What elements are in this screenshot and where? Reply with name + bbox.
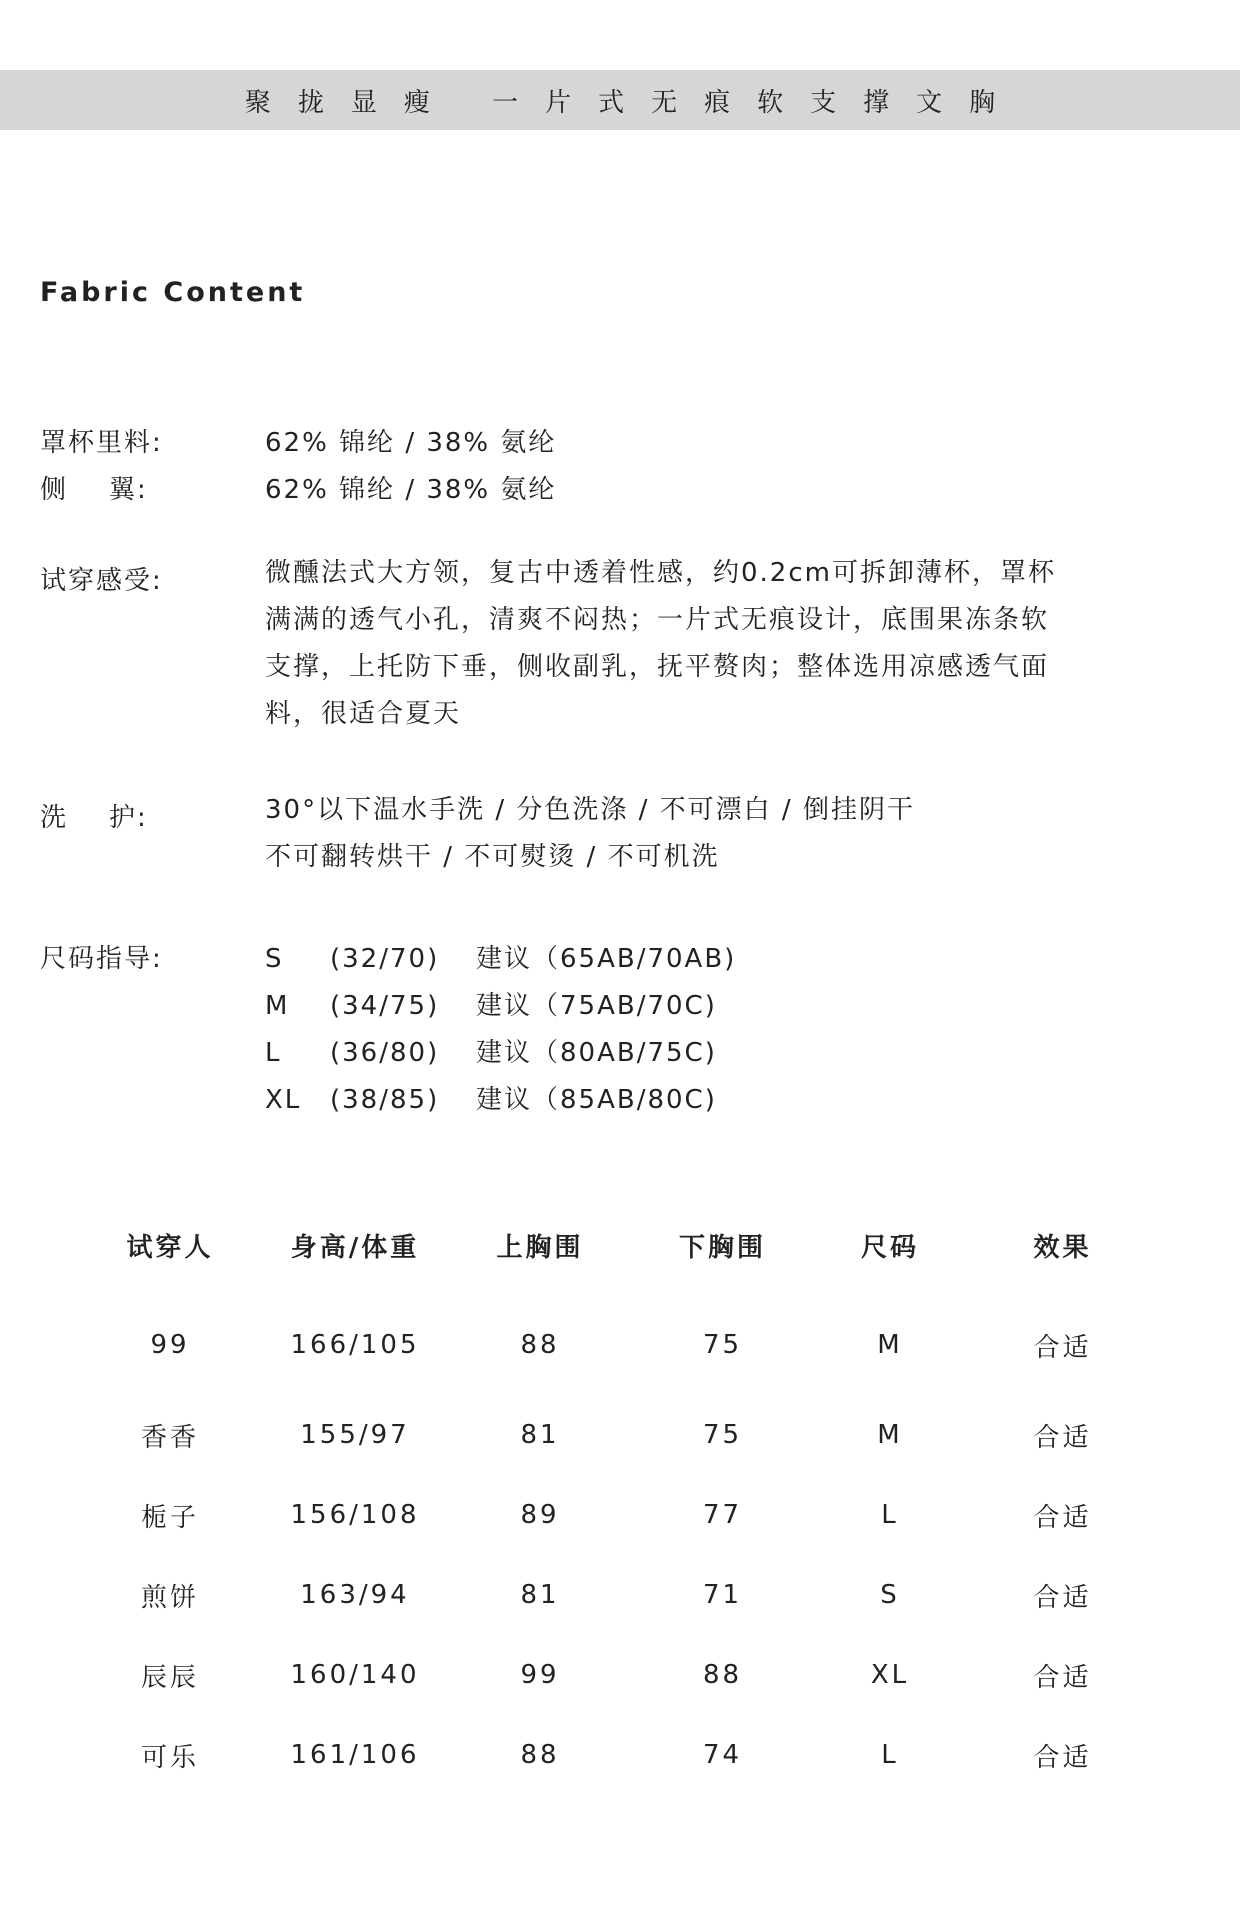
table-row xyxy=(80,1395,1160,1475)
cell-upper-bust: 88 xyxy=(520,1330,560,1360)
cell-result: 合适 xyxy=(1033,1502,1092,1533)
cell-under-bust: 71 xyxy=(702,1580,743,1610)
size-range: (34/75) xyxy=(330,991,440,1021)
size-code: M xyxy=(265,991,290,1021)
cell-size: S xyxy=(880,1580,900,1610)
size-advice: 建议（75AB/70C) xyxy=(476,991,717,1021)
cell-size: XL xyxy=(870,1660,910,1690)
header-result: 效果 xyxy=(1033,1232,1092,1263)
spec-label: 洗 护: xyxy=(40,803,148,833)
header-height-weight: 身高/体重 xyxy=(290,1232,420,1263)
cell-tester: 香香 xyxy=(140,1422,199,1453)
cell-height-weight: 163/94 xyxy=(300,1580,410,1610)
care-line: 30°以下温水手洗 / 分色洗涤 / 不可漂白 / 倒挂阴干 xyxy=(265,795,915,825)
cell-height-weight: 155/97 xyxy=(300,1420,410,1450)
cell-tester: 栀子 xyxy=(140,1502,199,1533)
size-range: (36/80) xyxy=(330,1038,440,1068)
spec-label: 试穿感受: xyxy=(40,566,163,596)
product-title: 聚拢显瘦 一片式无痕软支撑文胸 xyxy=(244,87,1023,118)
size-code: L xyxy=(265,1038,282,1068)
cell-under-bust: 88 xyxy=(702,1660,743,1690)
feel-line: 满满的透气小孔，清爽不闷热；一片式无痕设计，底围果冻条软 xyxy=(265,605,1050,635)
size-advice: 建议（85AB/80C) xyxy=(476,1085,717,1115)
table-row xyxy=(80,1715,1160,1795)
header-upper-bust: 上胸围 xyxy=(496,1232,584,1263)
care-line: 不可翻转烘干 / 不可熨烫 / 不可机洗 xyxy=(265,842,720,872)
cell-upper-bust: 99 xyxy=(520,1660,560,1690)
header-under-bust: 下胸围 xyxy=(678,1232,766,1263)
table-row xyxy=(80,1555,1160,1635)
cell-result: 合适 xyxy=(1033,1742,1092,1773)
cell-height-weight: 156/108 xyxy=(290,1500,420,1530)
table-row xyxy=(80,1635,1160,1715)
fit-table xyxy=(80,1215,1160,1795)
cell-height-weight: 166/105 xyxy=(290,1330,420,1360)
header-tester: 试穿人 xyxy=(126,1232,214,1263)
cell-size: L xyxy=(881,1740,899,1770)
cell-result: 合适 xyxy=(1033,1582,1092,1613)
cell-size: M xyxy=(877,1420,903,1450)
size-guide-row xyxy=(265,938,736,975)
size-guide-row xyxy=(265,1032,717,1069)
cell-tester: 可乐 xyxy=(140,1742,199,1773)
feel-line: 微醺法式大方领，复古中透着性感，约0.2cm可拆卸薄杯，罩杯 xyxy=(265,558,1056,588)
spec-value: 62% 锦纶 / 38% 氨纶 xyxy=(265,428,557,458)
spec-value: 62% 锦纶 / 38% 氨纶 xyxy=(265,475,557,505)
cell-upper-bust: 81 xyxy=(520,1420,560,1450)
size-range: (38/85) xyxy=(330,1085,440,1115)
cell-upper-bust: 88 xyxy=(520,1740,560,1770)
size-advice: 建议（65AB/70AB) xyxy=(476,944,737,974)
cell-result: 合适 xyxy=(1033,1662,1092,1693)
cell-upper-bust: 81 xyxy=(520,1580,560,1610)
feel-line: 支撑，上托防下垂，侧收副乳，抚平赘肉；整体选用凉感透气面 xyxy=(265,652,1050,682)
table-row xyxy=(80,1475,1160,1555)
size-range: (32/70) xyxy=(330,944,440,974)
cell-upper-bust: 89 xyxy=(520,1500,560,1530)
feel-paragraph xyxy=(265,550,1215,738)
cell-size: M xyxy=(877,1330,903,1360)
spec-label: 尺码指导: xyxy=(40,944,163,974)
size-guide-row xyxy=(265,985,717,1022)
cell-result: 合适 xyxy=(1033,1332,1092,1363)
cell-tester: 辰辰 xyxy=(140,1662,199,1693)
cell-tester: 煎饼 xyxy=(140,1582,199,1613)
cell-under-bust: 77 xyxy=(702,1500,743,1530)
cell-under-bust: 74 xyxy=(702,1740,743,1770)
size-advice: 建议（80AB/75C) xyxy=(476,1038,717,1068)
cell-tester: 99 xyxy=(150,1330,190,1360)
cell-height-weight: 161/106 xyxy=(290,1740,420,1770)
cell-size: L xyxy=(881,1500,899,1530)
table-header-row xyxy=(80,1215,1160,1275)
cell-height-weight: 160/140 xyxy=(290,1660,420,1690)
section-title: Fabric Content xyxy=(40,277,306,308)
table-row xyxy=(80,1275,1160,1395)
header-size: 尺码 xyxy=(860,1232,919,1263)
feel-line: 料，很适合夏天 xyxy=(265,699,462,729)
size-guide-row xyxy=(265,1079,717,1116)
care-paragraph xyxy=(265,787,1215,881)
size-code: XL xyxy=(265,1085,302,1115)
cell-result: 合适 xyxy=(1033,1422,1092,1453)
spec-label: 侧 翼: xyxy=(40,475,148,505)
title-banner xyxy=(0,70,1240,130)
cell-under-bust: 75 xyxy=(702,1420,743,1450)
size-code: S xyxy=(265,944,284,974)
spec-label: 罩杯里料: xyxy=(40,428,163,458)
cell-under-bust: 75 xyxy=(702,1330,743,1360)
